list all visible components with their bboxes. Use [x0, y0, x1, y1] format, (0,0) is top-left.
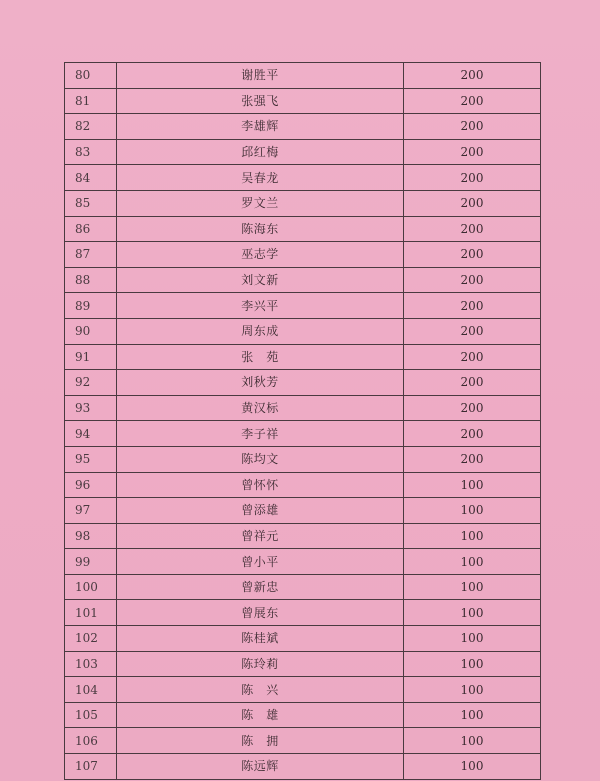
row-number-cell: 97	[65, 498, 117, 524]
row-number-cell: 105	[65, 702, 117, 728]
amount-cell: 200	[404, 267, 541, 293]
amount-cell: 100	[404, 523, 541, 549]
name-cell: 张强飞	[117, 88, 404, 114]
row-number-cell: 95	[65, 446, 117, 472]
amount-cell: 100	[404, 549, 541, 575]
row-number-cell: 104	[65, 677, 117, 703]
amount-cell: 200	[404, 63, 541, 89]
row-number-cell: 106	[65, 728, 117, 754]
amount-cell: 200	[404, 190, 541, 216]
table-row	[65, 344, 541, 370]
name-cell: 罗文兰	[117, 190, 404, 216]
amount-cell: 200	[404, 395, 541, 421]
table-row	[65, 370, 541, 396]
table-row	[65, 114, 541, 140]
amount-cell: 100	[404, 754, 541, 780]
table-row	[65, 190, 541, 216]
table-row	[65, 651, 541, 677]
table-row	[65, 421, 541, 447]
row-number-cell: 96	[65, 472, 117, 498]
name-cell: 巫志学	[117, 242, 404, 268]
name-cell: 谢胜平	[117, 63, 404, 89]
row-number-cell: 82	[65, 114, 117, 140]
row-number-cell: 103	[65, 651, 117, 677]
name-cell: 黄汉标	[117, 395, 404, 421]
amount-cell: 200	[404, 114, 541, 140]
row-number-cell: 85	[65, 190, 117, 216]
table-row	[65, 498, 541, 524]
name-cell: 陈海东	[117, 216, 404, 242]
amount-cell: 100	[404, 498, 541, 524]
row-number-cell: 83	[65, 139, 117, 165]
row-number-cell: 101	[65, 600, 117, 626]
table-row	[65, 395, 541, 421]
amount-cell: 100	[404, 728, 541, 754]
amount-cell: 100	[404, 626, 541, 652]
amount-cell: 100	[404, 600, 541, 626]
amount-cell: 200	[404, 370, 541, 396]
name-cell: 陈 雄	[117, 702, 404, 728]
name-cell: 李子祥	[117, 421, 404, 447]
name-cell: 陈远辉	[117, 754, 404, 780]
roster-body	[65, 63, 541, 780]
table-row	[65, 523, 541, 549]
row-number-cell: 107	[65, 754, 117, 780]
name-cell: 刘文新	[117, 267, 404, 293]
row-number-cell: 91	[65, 344, 117, 370]
table-row	[65, 63, 541, 89]
row-number-cell: 102	[65, 626, 117, 652]
row-number-cell: 92	[65, 370, 117, 396]
table-row	[65, 242, 541, 268]
row-number-cell: 88	[65, 267, 117, 293]
table-row	[65, 216, 541, 242]
row-number-cell: 90	[65, 318, 117, 344]
name-cell: 李兴平	[117, 293, 404, 319]
name-cell: 李雄辉	[117, 114, 404, 140]
table-row	[65, 267, 541, 293]
amount-cell: 200	[404, 446, 541, 472]
amount-cell: 200	[404, 165, 541, 191]
name-cell: 刘秋芳	[117, 370, 404, 396]
amount-cell: 200	[404, 318, 541, 344]
name-cell: 曾添雄	[117, 498, 404, 524]
table-row	[65, 549, 541, 575]
table-row	[65, 626, 541, 652]
table-row	[65, 165, 541, 191]
row-number-cell: 94	[65, 421, 117, 447]
amount-cell: 200	[404, 216, 541, 242]
name-cell: 曾怀怀	[117, 472, 404, 498]
row-number-cell: 81	[65, 88, 117, 114]
amount-cell: 100	[404, 472, 541, 498]
table-row	[65, 318, 541, 344]
name-cell: 陈 兴	[117, 677, 404, 703]
table-row	[65, 88, 541, 114]
amount-cell: 200	[404, 242, 541, 268]
name-cell: 吴春龙	[117, 165, 404, 191]
name-cell: 曾展东	[117, 600, 404, 626]
table-row	[65, 728, 541, 754]
name-cell: 陈均文	[117, 446, 404, 472]
table-row	[65, 600, 541, 626]
amount-cell: 100	[404, 677, 541, 703]
name-cell: 周东成	[117, 318, 404, 344]
row-number-cell: 86	[65, 216, 117, 242]
row-number-cell: 84	[65, 165, 117, 191]
row-number-cell: 89	[65, 293, 117, 319]
row-number-cell: 93	[65, 395, 117, 421]
row-number-cell: 80	[65, 63, 117, 89]
roster-table	[64, 62, 541, 780]
row-number-cell: 87	[65, 242, 117, 268]
amount-cell: 200	[404, 344, 541, 370]
amount-cell: 200	[404, 293, 541, 319]
table-row	[65, 702, 541, 728]
amount-cell: 100	[404, 651, 541, 677]
name-cell: 曾祥元	[117, 523, 404, 549]
row-number-cell: 100	[65, 574, 117, 600]
name-cell: 陈玲莉	[117, 651, 404, 677]
amount-cell: 100	[404, 574, 541, 600]
name-cell: 陈桂斌	[117, 626, 404, 652]
table-row	[65, 677, 541, 703]
name-cell: 曾新忠	[117, 574, 404, 600]
amount-cell: 200	[404, 421, 541, 447]
name-cell: 张 苑	[117, 344, 404, 370]
table-row	[65, 293, 541, 319]
table-row	[65, 754, 541, 780]
row-number-cell: 99	[65, 549, 117, 575]
amount-cell: 200	[404, 139, 541, 165]
table-row	[65, 574, 541, 600]
table-row	[65, 139, 541, 165]
name-cell: 陈 拥	[117, 728, 404, 754]
row-number-cell: 98	[65, 523, 117, 549]
amount-cell: 100	[404, 702, 541, 728]
table-row	[65, 446, 541, 472]
name-cell: 曾小平	[117, 549, 404, 575]
name-cell: 邱红梅	[117, 139, 404, 165]
table-row	[65, 472, 541, 498]
amount-cell: 200	[404, 88, 541, 114]
